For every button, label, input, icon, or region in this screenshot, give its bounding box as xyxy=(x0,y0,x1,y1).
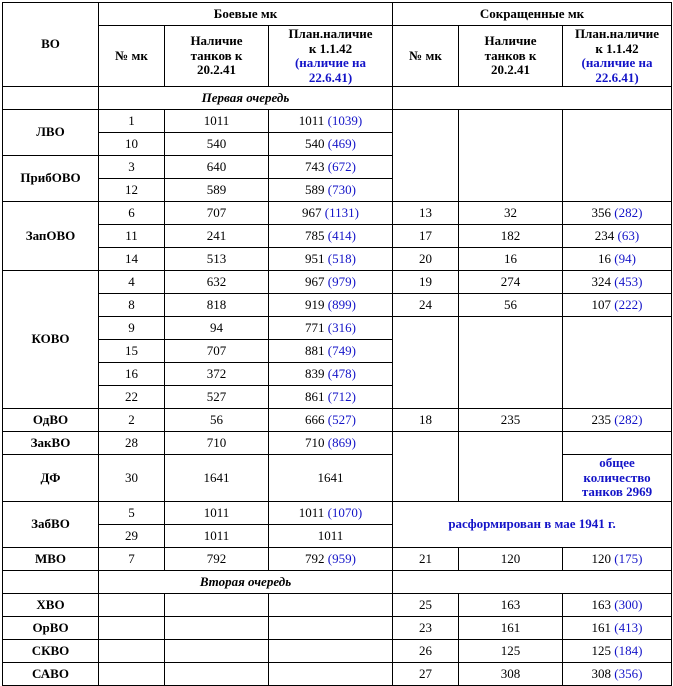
combat-plan-actual: (979) xyxy=(327,273,356,289)
combat-available: 1011 xyxy=(165,524,269,547)
reduced-available: 161 xyxy=(459,616,563,639)
region-label: ЗапОВО xyxy=(3,202,99,271)
combat-empty xyxy=(99,662,165,685)
combat-plan-actual: (527) xyxy=(327,411,356,427)
stage-first-blank xyxy=(393,87,672,110)
stage-row-second xyxy=(3,570,672,593)
combat-plan xyxy=(269,363,393,386)
header-reduced-available-l2: танков к xyxy=(484,47,537,63)
region-label: ЗабВО xyxy=(3,501,99,547)
combat-number: 15 xyxy=(99,340,165,363)
reduced-number: 26 xyxy=(393,639,459,662)
combat-plan-value: 710 xyxy=(305,434,325,450)
reduced-empty-block xyxy=(393,432,459,502)
combat-plan-value: 589 xyxy=(305,181,325,197)
combat-plan-actual: (899) xyxy=(327,296,356,312)
combat-empty xyxy=(269,639,393,662)
combat-plan xyxy=(269,409,393,432)
reduced-number: 13 xyxy=(393,202,459,225)
region-label: САВО xyxy=(3,662,99,685)
combat-available: 1011 xyxy=(165,501,269,524)
table-row xyxy=(3,248,672,271)
combat-number: 8 xyxy=(99,294,165,317)
table-row xyxy=(3,639,672,662)
stage-second-blank xyxy=(393,570,672,593)
combat-plan-actual: (869) xyxy=(327,434,356,450)
header-reduced-plan-l4: 22.6.41) xyxy=(595,69,639,85)
header-reduced-plan-l2: к 1.1.42 xyxy=(595,40,639,56)
combat-plan xyxy=(269,110,393,133)
combat-plan-actual: (749) xyxy=(327,342,356,358)
reduced-plan xyxy=(563,271,672,294)
combat-plan xyxy=(269,455,393,502)
combat-plan-actual: (1039) xyxy=(327,112,363,128)
combat-number: 7 xyxy=(99,547,165,570)
combat-plan xyxy=(269,156,393,179)
combat-number: 11 xyxy=(99,225,165,248)
reduced-plan-actual: (356) xyxy=(614,665,643,681)
reduced-plan-value: 125 xyxy=(591,642,612,658)
combat-plan-value: 1011 xyxy=(317,527,344,543)
table-row xyxy=(3,432,672,455)
combat-empty xyxy=(165,616,269,639)
combat-plan xyxy=(269,225,393,248)
reduced-available: 163 xyxy=(459,593,563,616)
table-row xyxy=(3,662,672,685)
reduced-empty-block xyxy=(459,317,563,409)
reduced-available: 308 xyxy=(459,662,563,685)
table-row xyxy=(3,409,672,432)
combat-plan xyxy=(269,547,393,570)
reduced-plan xyxy=(563,593,672,616)
reduced-plan xyxy=(563,248,672,271)
reduced-empty-block xyxy=(563,110,672,202)
reduced-available: 56 xyxy=(459,294,563,317)
combat-available: 56 xyxy=(165,409,269,432)
combat-available: 372 xyxy=(165,363,269,386)
combat-empty xyxy=(269,616,393,639)
note-df-total: общее количество танков 2969 xyxy=(563,455,672,502)
combat-available: 818 xyxy=(165,294,269,317)
combat-available: 707 xyxy=(165,202,269,225)
combat-available: 1641 xyxy=(165,455,269,502)
stage-first-spacer xyxy=(3,87,99,110)
combat-plan xyxy=(269,133,393,156)
combat-plan xyxy=(269,294,393,317)
combat-available: 640 xyxy=(165,156,269,179)
combat-plan-value: 1011 xyxy=(298,504,325,520)
header-combat-plan xyxy=(269,26,393,87)
reduced-plan xyxy=(563,202,672,225)
region-label: ОрВО xyxy=(3,616,99,639)
combat-plan-value: 951 xyxy=(305,250,325,266)
combat-available: 707 xyxy=(165,340,269,363)
combat-available: 241 xyxy=(165,225,269,248)
combat-empty xyxy=(165,639,269,662)
combat-empty xyxy=(99,593,165,616)
region-label: ДФ xyxy=(3,455,99,502)
combat-number: 14 xyxy=(99,248,165,271)
combat-plan xyxy=(269,271,393,294)
reduced-available: 32 xyxy=(459,202,563,225)
combat-empty xyxy=(165,662,269,685)
combat-plan-actual: (959) xyxy=(327,550,356,566)
combat-empty xyxy=(269,662,393,685)
table-row xyxy=(3,202,672,225)
region-label: ХВО xyxy=(3,593,99,616)
combat-empty xyxy=(165,593,269,616)
table-row xyxy=(3,294,672,317)
reduced-empty-block xyxy=(563,317,672,409)
reduced-number: 17 xyxy=(393,225,459,248)
reduced-plan xyxy=(563,616,672,639)
region-label: МВО xyxy=(3,547,99,570)
combat-plan-actual: (730) xyxy=(327,181,356,197)
region-label: ПрибОВО xyxy=(3,156,99,202)
region-label: ЛВО xyxy=(3,110,99,156)
combat-available: 632 xyxy=(165,271,269,294)
reduced-plan-actual: (282) xyxy=(614,411,643,427)
table-row xyxy=(3,547,672,570)
table-row xyxy=(3,225,672,248)
header-reduced-plan xyxy=(563,26,672,87)
combat-plan-value: 881 xyxy=(305,342,325,358)
header-reduced-plan-l1: План.наличие xyxy=(574,26,660,41)
stage-second-label: Вторая очередь xyxy=(99,570,393,593)
table-row xyxy=(3,271,672,294)
header-combat-plan-l3: (наличие на xyxy=(294,55,367,71)
reduced-plan xyxy=(563,225,672,248)
reduced-plan-value: 163 xyxy=(591,596,612,612)
header-reduced-available-l1: Наличие xyxy=(484,33,537,49)
combat-number: 6 xyxy=(99,202,165,225)
combat-plan-actual: (1070) xyxy=(327,504,363,520)
reduced-number: 20 xyxy=(393,248,459,271)
combat-plan xyxy=(269,386,393,409)
combat-plan xyxy=(269,202,393,225)
reduced-plan-actual: (184) xyxy=(614,642,643,658)
header-group-reduced: Сокращенные мк xyxy=(393,3,672,26)
reduced-empty-block xyxy=(563,432,672,455)
combat-plan-actual: (712) xyxy=(327,388,356,404)
combat-plan-value: 540 xyxy=(305,135,325,151)
table-row xyxy=(3,593,672,616)
combat-plan-value: 743 xyxy=(305,158,325,174)
combat-empty xyxy=(99,639,165,662)
reduced-plan-value: 161 xyxy=(591,619,612,635)
table-row xyxy=(3,455,672,502)
reduced-plan xyxy=(563,639,672,662)
combat-plan xyxy=(269,317,393,340)
combat-plan-actual: (672) xyxy=(327,158,356,174)
reduced-number: 23 xyxy=(393,616,459,639)
combat-plan xyxy=(269,524,393,547)
reduced-plan-actual: (300) xyxy=(614,596,643,612)
combat-plan-value: 861 xyxy=(305,388,325,404)
header-combat-plan-l1: План.наличие xyxy=(288,26,373,41)
reduced-available: 274 xyxy=(459,271,563,294)
reduced-plan xyxy=(563,662,672,685)
combat-available: 527 xyxy=(165,386,269,409)
reduced-available: 120 xyxy=(459,547,563,570)
table-row xyxy=(3,616,672,639)
reduced-plan-actual: (94) xyxy=(614,250,636,266)
reduced-plan-value: 120 xyxy=(591,550,612,566)
header-reduced-available-l3: 20.2.41 xyxy=(491,62,531,78)
table-row xyxy=(3,317,672,340)
note-zabvo-disbanded: расформирован в мае 1941 г. xyxy=(393,501,672,547)
combat-plan xyxy=(269,248,393,271)
reduced-plan-value: 235 xyxy=(591,411,612,427)
reduced-plan-value: 234 xyxy=(594,227,615,243)
reduced-plan-value: 324 xyxy=(591,273,612,289)
combat-plan xyxy=(269,432,393,455)
combat-number: 1 xyxy=(99,110,165,133)
table-row xyxy=(3,501,672,524)
header-combat-available-l1: Наличие xyxy=(190,33,243,49)
combat-empty xyxy=(99,616,165,639)
combat-plan-value: 792 xyxy=(305,550,325,566)
reduced-plan xyxy=(563,547,672,570)
reduced-plan-value: 356 xyxy=(591,204,612,220)
combat-number: 28 xyxy=(99,432,165,455)
combat-plan-actual: (518) xyxy=(327,250,356,266)
document-sheet xyxy=(0,2,673,681)
reduced-number: 18 xyxy=(393,409,459,432)
reduced-plan-value: 16 xyxy=(598,250,612,266)
stage-row-first xyxy=(3,87,672,110)
combat-plan-value: 839 xyxy=(305,365,325,381)
reduced-number: 21 xyxy=(393,547,459,570)
combat-plan-value: 1641 xyxy=(317,469,344,485)
combat-number: 3 xyxy=(99,156,165,179)
stage-second-spacer xyxy=(3,570,99,593)
combat-plan-value: 967 xyxy=(305,273,325,289)
reduced-plan xyxy=(563,409,672,432)
region-label: СКВО xyxy=(3,639,99,662)
combat-number: 16 xyxy=(99,363,165,386)
combat-plan-value: 967 xyxy=(302,204,322,220)
reduced-empty-block xyxy=(393,110,459,202)
combat-plan-actual: (316) xyxy=(327,319,356,335)
reduced-number: 19 xyxy=(393,271,459,294)
combat-number: 29 xyxy=(99,524,165,547)
header-combat-plan-l4: 22.6.41) xyxy=(308,69,353,85)
reduced-number: 25 xyxy=(393,593,459,616)
reduced-plan-actual: (282) xyxy=(614,204,643,220)
reduced-available: 235 xyxy=(459,409,563,432)
header-row-groups xyxy=(3,3,672,26)
header-row-columns xyxy=(3,26,672,87)
combat-number: 9 xyxy=(99,317,165,340)
combat-plan xyxy=(269,501,393,524)
combat-plan xyxy=(269,340,393,363)
combat-plan-value: 919 xyxy=(305,296,325,312)
stage-first-label: Первая очередь xyxy=(99,87,393,110)
combat-plan-actual: (414) xyxy=(327,227,356,243)
combat-available: 540 xyxy=(165,133,269,156)
header-reduced-available xyxy=(459,26,563,87)
table-row xyxy=(3,110,672,133)
combat-number: 22 xyxy=(99,386,165,409)
table-body xyxy=(3,87,672,686)
region-label: ЗакВО xyxy=(3,432,99,455)
combat-number: 12 xyxy=(99,179,165,202)
combat-number: 10 xyxy=(99,133,165,156)
header-reduced-plan-l3: (наличие на xyxy=(581,55,653,71)
combat-plan-value: 1011 xyxy=(298,112,325,128)
reduced-plan-actual: (63) xyxy=(617,227,640,243)
combat-plan-value: 785 xyxy=(305,227,325,243)
reduced-plan-actual: (175) xyxy=(614,550,643,566)
header-combat-available xyxy=(165,26,269,87)
reduced-plan-value: 308 xyxy=(591,665,612,681)
region-label: ОдВО xyxy=(3,409,99,432)
combat-available: 589 xyxy=(165,179,269,202)
reduced-available: 125 xyxy=(459,639,563,662)
reduced-empty-block xyxy=(459,432,563,502)
combat-number: 5 xyxy=(99,501,165,524)
combat-available: 513 xyxy=(165,248,269,271)
combat-plan xyxy=(269,179,393,202)
header-combat-available-l3: 20.2.41 xyxy=(197,62,236,78)
combat-number: 30 xyxy=(99,455,165,502)
header-combat-plan-l2: к 1.1.42 xyxy=(308,40,353,56)
reduced-empty-block xyxy=(459,110,563,202)
header-group-combat: Боевые мк xyxy=(99,3,393,26)
reduced-number: 24 xyxy=(393,294,459,317)
mechanized-corps-table xyxy=(2,2,672,686)
reduced-number: 27 xyxy=(393,662,459,685)
reduced-plan-actual: (413) xyxy=(614,619,643,635)
reduced-plan-actual: (453) xyxy=(614,273,643,289)
region-label: КОВО xyxy=(3,271,99,409)
combat-plan-value: 771 xyxy=(305,319,325,335)
combat-empty xyxy=(269,593,393,616)
reduced-available: 16 xyxy=(459,248,563,271)
combat-available: 94 xyxy=(165,317,269,340)
reduced-empty-block xyxy=(393,317,459,409)
combat-plan-actual: (1131) xyxy=(324,204,359,220)
header-combat-number: № мк xyxy=(99,26,165,87)
combat-available: 792 xyxy=(165,547,269,570)
header-combat-available-l2: танков к xyxy=(190,47,243,63)
combat-number: 2 xyxy=(99,409,165,432)
header-reduced-number: № мк xyxy=(393,26,459,87)
reduced-plan-actual: (222) xyxy=(614,296,643,312)
combat-number: 4 xyxy=(99,271,165,294)
header-vo: ВО xyxy=(3,3,99,87)
table-head xyxy=(3,3,672,87)
reduced-plan xyxy=(563,294,672,317)
combat-plan-actual: (469) xyxy=(327,135,356,151)
reduced-plan-value: 107 xyxy=(591,296,612,312)
combat-plan-actual: (478) xyxy=(327,365,356,381)
combat-available: 1011 xyxy=(165,110,269,133)
combat-plan-value: 666 xyxy=(305,411,325,427)
reduced-available: 182 xyxy=(459,225,563,248)
combat-available: 710 xyxy=(165,432,269,455)
